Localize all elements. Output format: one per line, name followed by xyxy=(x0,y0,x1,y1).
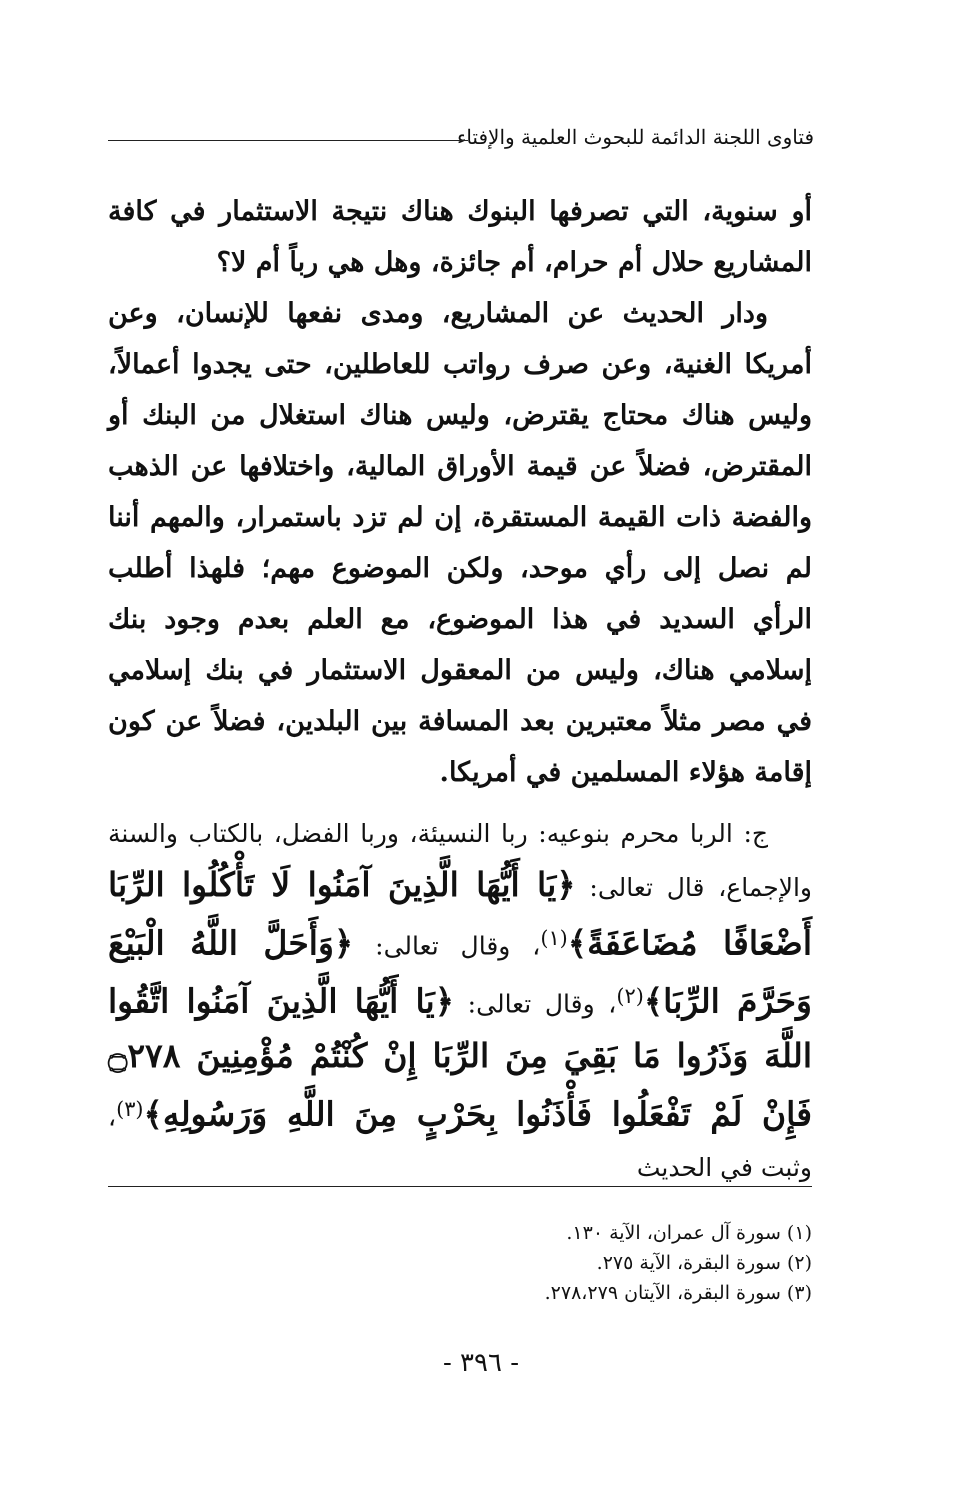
answer-text-1: ج: الربا محرم بنوعيه: ربا النسيئة، وربا الفضل، بالكتاب والسنة والإجماع، قال تعالى: xyxy=(108,819,812,902)
footnotes xyxy=(545,1218,812,1308)
page-number: - ٣٩٦ - xyxy=(442,1348,520,1378)
footnote-1: (١) سورة آل عمران، الآية ١٣٠. xyxy=(566,1222,812,1244)
footnote-ref-2: (٢) xyxy=(616,984,644,1009)
answer-paragraph xyxy=(108,808,812,1193)
quran-verse-1: ﴿يَا أَيُّهَا الَّذِينَ آمَنُوا لَا تَأْكُلُوا الرِّبَا أَضْعَافًا مُضَاعَفَةً﴾ xyxy=(108,865,812,963)
answer-text-3: ، وقال تعالى: xyxy=(454,989,617,1019)
question-paragraph-1: أو سنوية، التي تصرفها البنوك هناك نتيجة الاستثمار في كافة المشاريع حلال أم حرام، أم جائزة، وهل هي رباً أم لا؟ xyxy=(108,196,813,278)
footnote-ref-3: (٣) xyxy=(116,1096,144,1121)
footnote-ref-1: (١) xyxy=(540,926,568,950)
header-rule xyxy=(108,140,468,141)
footnote-2: (٢) سورة البقرة، الآية ٢٧٥. xyxy=(596,1252,812,1274)
quran-verse-3: ﴿يَا أَيُّهَا الَّذِينَ آمَنُوا اتَّقُوا اللَّهَ وَذَرُوا مَا بَقِيَ مِنَ الرِّبَا إِنْ كُنْتُمْ مُؤْمِنِينَ ۝٢٧٨ فَإِنْ لَمْ تَفْعَلُوا فَأْذَنُوا بِحَرْبٍ مِنَ اللَّهِ وَرَسُولِهِ﴾ xyxy=(108,981,812,1133)
footnote-3: (٣) سورة البقرة، الآيتان ٢٧٨،٢٧٩. xyxy=(544,1282,812,1304)
running-head: فتاوى اللجنة الدائمة للبحوث العلمية والإفتاء xyxy=(456,125,814,149)
answer-text-2: ، وقال تعالى: xyxy=(353,931,541,961)
footnote-separator xyxy=(108,1186,812,1187)
question-paragraph-2: ودار الحديث عن المشاريع، ومدى نفعها للإنسان، وعن أمريكا الغنية، وعن صرف رواتب للعاطلين، حتى يجدوا أعمالاً، وليس هناك محتاج يقترض، وليس هناك استغلال من البنك أو المقترض، فضلاً عن قيمة الأوراق المالية، واختلافها عن الذهب والفضة ذات القيمة المستقرة، إن لم تزد باستمرار، والمهم أننا لم نصل إلى رأي موحد، ولكن الموضوع مهم؛ فلهذا أطلب الرأي السديد في هذا الموضوع، مع العلم بعدم وجود بنك إسلامي هناك، وليس من المعقول الاستثمار في بنك إسلامي في مصر مثلاً معتبرين بعد المسافة بين البلدين، فضلاً عن كون إقامة هؤلاء المسلمين في أمريكا. xyxy=(108,298,812,788)
quran-verse-2: ﴿وَأَحَلَّ اللَّهُ الْبَيْعَ وَحَرَّمَ الرِّبَا﴾ xyxy=(108,923,812,1021)
answer-text-4: ، وثبت في الحديث xyxy=(108,1101,812,1182)
